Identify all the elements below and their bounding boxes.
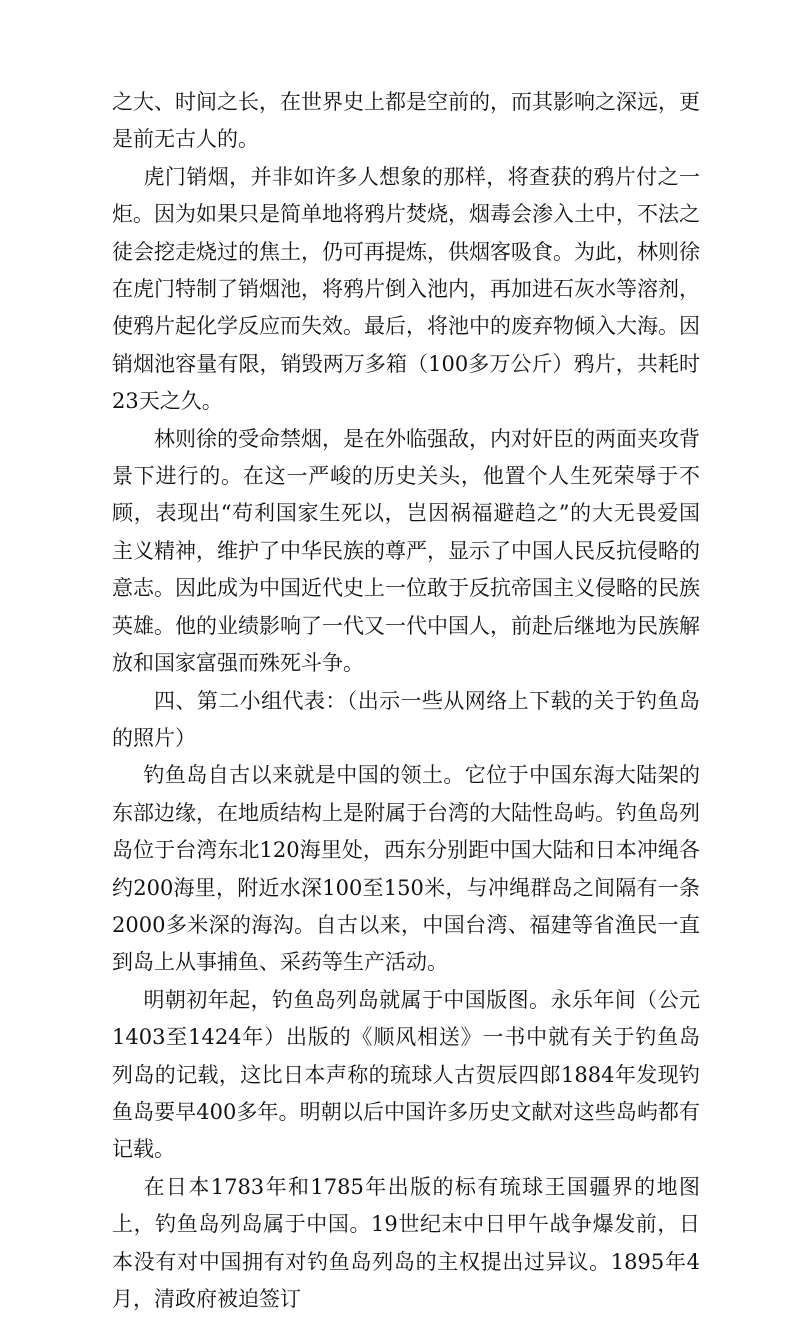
paragraph-japan-maps: 在日本1783年和1785年出版的标有琉球王国疆界的地图上，钓鱼岛列岛属于中国。19世纪末中日甲午战争爆发前，日本没有对中国拥有对钓鱼岛列岛的主权提出过异议。1895年4月，清政府被迫签订 — [112, 1174, 700, 1311]
paragraph-continuation: 之大、时间之长，在世界史上都是空前的，而其影响之深远，更是前无古人的。 — [112, 90, 700, 152]
paragraph-group-two-heading: 四、第二小组代表：（出示一些从网络上下载的关于钓鱼岛的照片） — [112, 688, 700, 750]
paragraph-lin-zexu: 林则徐的受命禁烟，是在外临强敌，内对奸臣的两面夹攻背景下进行的。在这一严峻的历史关头，他置个人生死荣辱于不顾，表现出“苟利国家生死以，岂因祸福避趋之”的大无畏爱国主义精神，维护了中华民族的尊严，显示了中国人民反抗侵略的意志。因此成为中国近代史上一位敢于反抗帝国主义侵略的民族英雄。他的业绩影响了一代又一代中国人，前赴后继地为民族解放和国家富强而殊死斗争。 — [112, 426, 700, 676]
paragraph-diaoyu-location: 钓鱼岛自古以来就是中国的领土。它位于中国东海大陆架的东部边缘，在地质结构上是附属于台湾的大陆性岛屿。钓鱼岛列岛位于台湾东北120海里处，西东分别距中国大陆和日本冲绳各约200海里，附近水深100至150米，与冲绳群岛之间隔有一条2000多米深的海沟。自古以来，中国台湾、福建等省渔民一直到岛上从事捕鱼、采药等生产活动。 — [112, 763, 700, 975]
paragraph-ming-dynasty: 明朝初年起，钓鱼岛列岛就属于中国版图。永乐年间（公元1403至1424年）出版的《顺风相送》一书中就有关于钓鱼岛列岛的记载，这比日本声称的琉球人古贺辰四郎1884年发现钓鱼岛要早400多年。明朝以后中国许多历史文献对这些岛屿都有记载。 — [112, 987, 700, 1162]
document-page — [112, 84, 700, 1318]
paragraph-humen-opium: 虎门销烟，并非如许多人想象的那样，将查获的鸦片付之一炬。因为如果只是简单地将鸦片焚烧，烟毒会渗入土中，不法之徒会挖走烧过的焦土，仍可再提炼，供烟客吸食。为此，林则徐在虎门特制了销烟池，将鸦片倒入池内，再加进石灰水等溶剂，使鸦片起化学反应而失效。最后，将池中的废弃物倾入大海。因销烟池容量有限，销毁两万多箱（100多万公斤）鸦片，共耗时23天之久。 — [112, 164, 700, 414]
